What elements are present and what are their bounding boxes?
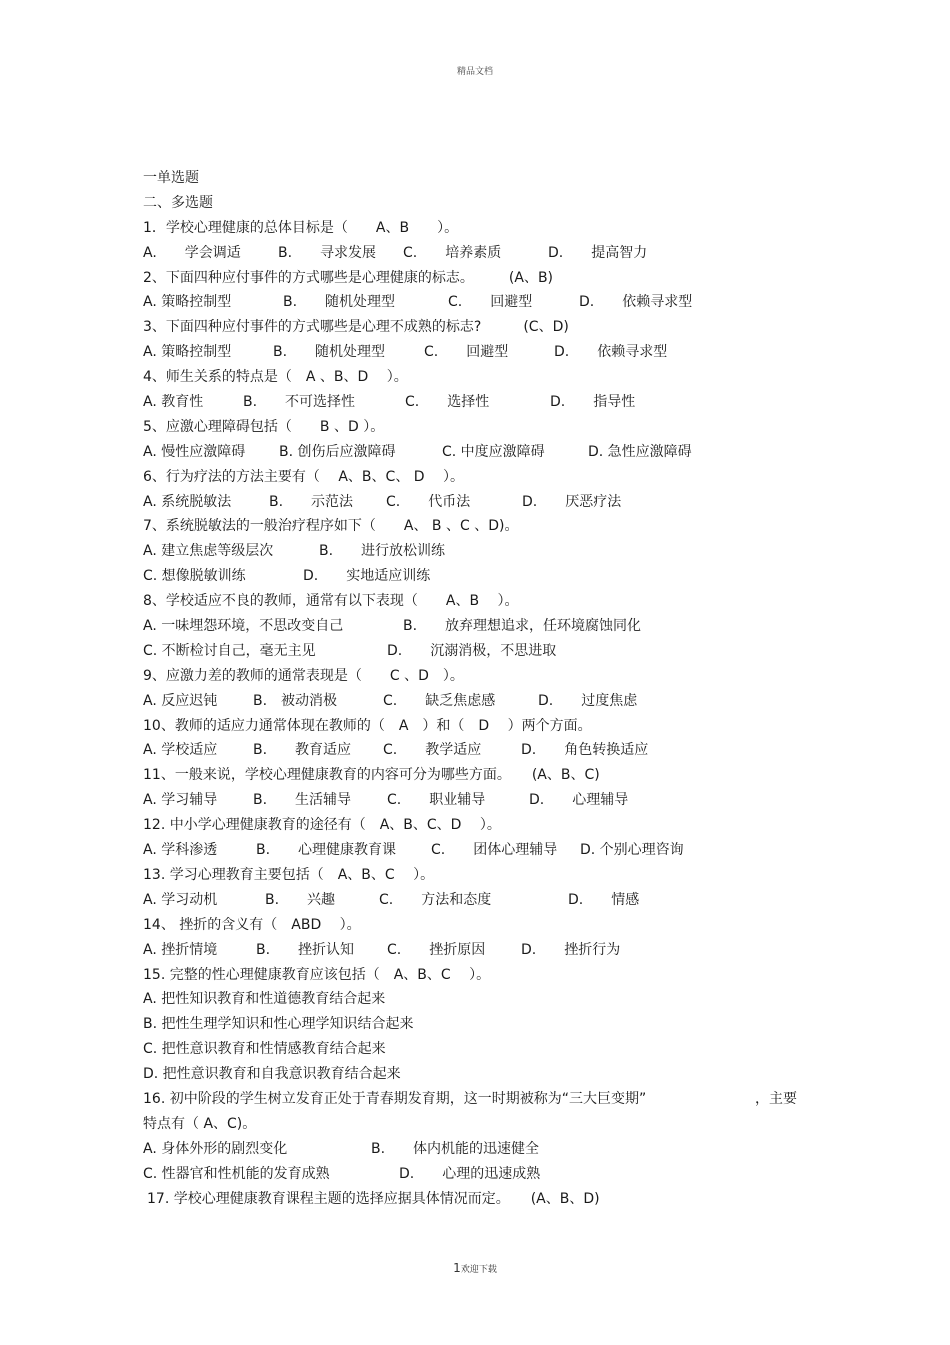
option-a: A. 学校适应 xyxy=(143,742,218,759)
option-b: B. 寻求发展 xyxy=(278,244,377,261)
question-6: 6、行为疗法的方法主要有（ A、B、C、 D ）。 xyxy=(143,468,464,485)
option-c: C. 中度应激障碍 xyxy=(442,443,545,460)
question-17: 17. 学校心理健康教育课程主题的选择应据具体情况而定。 (A、B、D) xyxy=(147,1190,600,1207)
options-row xyxy=(143,938,813,963)
question-12: 12. 中小学心理健康教育的途径有（ A、B、C、D ）。 xyxy=(143,817,501,834)
question-1: 1．学校心理健康的总体目标是（ A、B ）。 xyxy=(143,219,459,236)
question-7: 7、系统脱敏法的一般治疗程序如下（ A、 B 、C 、D)。 xyxy=(143,518,519,535)
option-a: A. 策略控制型 xyxy=(143,344,232,361)
option-a: A. 策略控制型 xyxy=(143,294,232,311)
option-d: D. 急性应激障碍 xyxy=(588,443,692,460)
question-16-text: 16. 初中阶段的学生树立发育正处于青春期发育期，这一时期被称为“三大巨变期” xyxy=(143,1090,647,1107)
option-d: D. 提高智力 xyxy=(548,244,648,261)
option-a: A. 学科渗透 xyxy=(143,842,218,859)
option-c: C. 教学适应 xyxy=(383,742,482,759)
question-3: 3、下面四种应付事件的方式哪些是心理不成熟的标志? (C、D) xyxy=(143,319,569,336)
question-16-text-end: ，主要 xyxy=(755,1090,797,1107)
question-15: 15. 完整的性心理健康教育应该包括（ A、B、C ）。 xyxy=(143,966,491,983)
options-row xyxy=(143,788,813,813)
option-b: B. 创伤后应激障碍 xyxy=(279,443,396,460)
option-d: D. 心理辅导 xyxy=(529,792,629,809)
option-b: B. 被动消极 xyxy=(253,692,338,709)
question-10: 10、教师的适应力通常体现在教师的（ A ）和（ D ）两个方面。 xyxy=(143,717,592,734)
option-b: B. 随机处理型 xyxy=(273,344,386,361)
question-4: 4、师生关系的特点是（ A 、B、D ）。 xyxy=(143,369,408,386)
question-16 xyxy=(143,1087,813,1112)
question-11: 11、一般来说，学校心理健康教育的内容可分为哪些方面。 (A、B、C) xyxy=(143,767,600,784)
section-single-choice: 一单选题 xyxy=(143,170,199,186)
options-row xyxy=(143,639,813,664)
question-16-cont: 特点有（ A、C)。 xyxy=(143,1115,257,1132)
question-5: 5、应激心理障碍包括（ B 、D ）。 xyxy=(143,418,385,435)
option-b: B. 放弃理想追求，任环境腐蚀同化 xyxy=(403,618,642,635)
option-b: B. 兴趣 xyxy=(265,891,336,908)
options-row xyxy=(143,888,813,913)
question-2: 2、下面四种应付事件的方式哪些是心理健康的标志。 (A、B) xyxy=(143,269,554,286)
options-row xyxy=(143,614,813,639)
option-a: A. 一味埋怨环境，不思改变自己 xyxy=(143,618,344,635)
options-row xyxy=(143,490,813,515)
option-b: B. 体内机能的迅速健全 xyxy=(371,1140,540,1157)
option-d: D. 情感 xyxy=(568,891,640,908)
option-d: D. 角色转换适应 xyxy=(521,742,649,759)
option-a: A. 学习辅导 xyxy=(143,792,218,809)
option-d: D. 指导性 xyxy=(550,394,636,411)
option-d: D. 挫折行为 xyxy=(521,941,621,958)
option-b: B. 挫折认知 xyxy=(256,941,355,958)
page-footer xyxy=(0,1261,950,1275)
option-b: B. 示范法 xyxy=(269,493,354,510)
options-row xyxy=(143,340,813,365)
option-a: A. 身体外形的剧烈变化 xyxy=(143,1140,288,1157)
page-number: 1 xyxy=(453,1261,461,1275)
option-b: B. 把性生理学知识和性心理学知识结合起来 xyxy=(143,1016,414,1033)
option-c: C. 把性意识教育和性情感教育结合起来 xyxy=(143,1041,386,1058)
question-9: 9、应激力差的教师的通常表现是（ C 、D ）。 xyxy=(143,667,464,684)
option-c: C. 培养素质 xyxy=(403,244,502,261)
options-row xyxy=(143,738,813,763)
options-row xyxy=(143,1162,813,1187)
option-a: A. 建立焦虑等级层次 xyxy=(143,543,274,560)
options-row xyxy=(143,390,813,415)
option-d: D. 过度焦虑 xyxy=(538,692,638,709)
option-a: A. 反应迟钝 xyxy=(143,692,218,709)
page-header: 精品文档 xyxy=(456,67,493,77)
option-d: D. 厌恶疗法 xyxy=(522,493,622,510)
option-a: A. 挫折情境 xyxy=(143,941,218,958)
option-c: C. 想像脱敏训练 xyxy=(143,568,246,585)
question-14: 14、 挫折的含义有（ ABD ）。 xyxy=(143,916,361,933)
option-c: C. 回避型 xyxy=(448,294,533,311)
option-d: D. 个别心理咨询 xyxy=(580,842,684,859)
document-body xyxy=(143,166,813,1211)
option-c: C. 选择性 xyxy=(405,394,490,411)
option-c: C. 代币法 xyxy=(386,493,471,510)
option-a: A. 学会调适 xyxy=(143,244,241,261)
option-a: A. 慢性应激障碍 xyxy=(143,443,246,460)
question-13: 13. 学习心理教育主要包括（ A、B、C ）。 xyxy=(143,866,435,883)
option-b: B. 生活辅导 xyxy=(253,792,352,809)
option-c: C. 团体心理辅导 xyxy=(431,842,558,859)
option-b: B. 不可选择性 xyxy=(243,394,356,411)
option-c: C. 性器官和性机能的发育成熟 xyxy=(143,1165,330,1182)
option-d: D. 依赖寻求型 xyxy=(579,294,693,311)
option-d: D. 心理的迅速成熟 xyxy=(399,1165,541,1182)
options-row xyxy=(143,440,813,465)
options-row xyxy=(143,290,813,315)
option-a: A. 把性知识教育和性道德教育结合起来 xyxy=(143,991,386,1008)
options-row xyxy=(143,838,813,863)
section-multi-choice: 二、多选题 xyxy=(143,194,213,211)
option-d: D. 实地适应训练 xyxy=(303,568,431,585)
option-c: C. 挫折原因 xyxy=(387,941,486,958)
footer-text: 欢迎下载 xyxy=(460,1265,497,1275)
option-c: C. 方法和态度 xyxy=(379,891,492,908)
option-d: D. 把性意识教育和自我意识教育结合起来 xyxy=(143,1066,401,1083)
option-c: C. 职业辅导 xyxy=(387,792,486,809)
option-a: A. 系统脱敏法 xyxy=(143,493,232,510)
options-row xyxy=(143,689,813,714)
option-b: B. 教育适应 xyxy=(253,742,352,759)
options-row xyxy=(143,241,813,266)
options-row xyxy=(143,1137,813,1162)
option-d: D. 沉溺消极，不思进取 xyxy=(387,642,557,659)
options-row xyxy=(143,564,813,589)
options-row xyxy=(143,539,813,564)
option-c: C. 不断检讨自己，毫无主见 xyxy=(143,642,316,659)
question-8: 8、学校适应不良的教师，通常有以下表现（ A、B ）。 xyxy=(143,593,519,610)
option-b: B. 心理健康教育课 xyxy=(256,842,397,859)
option-b: B. 进行放松训练 xyxy=(319,543,446,560)
option-a: A. 学习动机 xyxy=(143,891,218,908)
option-c: C. 回避型 xyxy=(424,344,509,361)
option-c: C. 缺乏焦虑感 xyxy=(383,692,496,709)
option-b: B. 随机处理型 xyxy=(283,294,396,311)
option-d: D. 依赖寻求型 xyxy=(554,344,668,361)
option-a: A. 教育性 xyxy=(143,394,204,411)
